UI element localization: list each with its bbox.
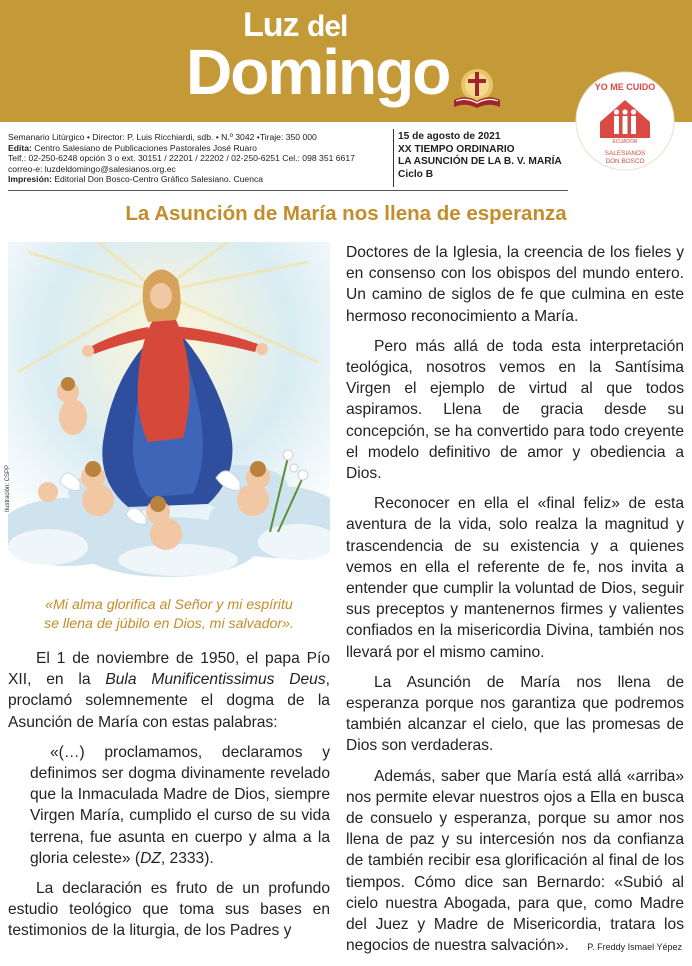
image-caption (8, 596, 330, 634)
impresion-label: Impresión: (8, 174, 52, 185)
quote-source: DZ (140, 849, 161, 867)
bula-title: Bula Munificentissimus Deus (105, 671, 326, 689)
masthead-line-2 (8, 143, 392, 154)
badge-country: ECUADOR (612, 139, 638, 145)
masthead-line-1: Semanario Litúrgico • Director: P. Luis Ricchiardi, sdb. • N.º 3042 •Tiraje: 350 000 (8, 132, 317, 142)
masthead-line-3: Telf.: 02-250-6248 opción 3 o ext. 30151 / 22201 / 22202 / 02-250-6251 Cel.: 098 351 6617 (8, 153, 355, 164)
logo-domingo: Domingo (186, 36, 450, 108)
caption-line-1: «Mi alma glorifica al Señor y mi espíritu (45, 597, 293, 613)
right-column (346, 242, 684, 966)
paragraph-7: Además, saber que María está allá «arriba» nos permite elevar nuestros ojos a Ella en busca de consuelo y esperanza, porque su amor nos llena de paz y su intercesión nos da confianza de también recibir esa glorificación al final de los tiempos. Cómo dice san Bernardo: «Subió al cielo nuestra Abogada, para que, como Madre del Juez y Madre de Misericordia, tratara los negocios de nuestra salvación». (346, 767, 684, 955)
edita-value: Centro Salesiano de Publicaciones Pastorales José Ruaro (31, 142, 257, 153)
assumption-illustration (8, 242, 330, 580)
paragraph-4: Pero más allá de toda esta interpretación teológica, nosotros vemos en la Santísima Virgen el ejemplo de virtud al que todos aspiramos. Llena de gracia desde su concepción, se ha convertido para todo creyente el modelo definitivo de amor y obediencia a Dios. (346, 337, 684, 483)
masthead-divider (393, 129, 394, 187)
masthead-rule (8, 190, 568, 191)
issue-date: 15 de agosto de 2021 (398, 131, 501, 142)
edita-label: Edita: (8, 142, 32, 153)
dogma-quote (30, 742, 330, 869)
paragraph-3-continued: Doctores de la Iglesia, la creencia de los fieles y en consenso con los obispos del mundo entero. Un camino de siglos de fe que culmina en este hermoso reconocimiento a María. (346, 244, 684, 325)
paragraph-1-text-b: , proclamó solemnemente el dogma de la Asunción de María con estas palabras: (8, 671, 330, 731)
masthead-line-4: correo-e: luzdeldomingo@salesianos.org.ec (8, 163, 176, 174)
liturgical-time: XX TIEMPO ORDINARIO (398, 143, 515, 155)
article-author: P. Freddy Ismael Yépez (587, 942, 682, 952)
logo-del: del (307, 10, 348, 43)
illustration-credit: Ilustración: CSPP (5, 464, 11, 512)
logo-luz: Luz (243, 6, 299, 44)
issue-info (398, 131, 562, 181)
feast-name: LA ASUNCIÓN DE LA B. V. MARÍA (398, 156, 562, 168)
badge-org-1: SALESIANOS (604, 150, 646, 157)
caption-line-2: se llena de júbilo en Dios, mi salvador». (44, 616, 294, 632)
masthead-line-5 (8, 174, 392, 185)
badge-title: YO ME CUIDO (594, 82, 656, 92)
impresion-value: Editorial Don Bosco-Centro Gráfico Salesiano. Cuenca (51, 174, 264, 185)
quote-text-a: «(…) proclamamos, declaramos y definimos ser dogma divinamente revelado que la Inmaculada Madre de Dios, siempre Virgen María, cumplido el curso de su vida terrena, fue asunta en cuerpo y alma a la gloria celeste» ( (30, 743, 330, 867)
badge-org-2: DON BOSCO (605, 158, 645, 165)
paragraph-5: Reconocer en ella el «final feliz» de esta aventura de la vida, solo realza la magnitud y trascendencia de su existencia y a quienes vemos en ella el referente de fe, nos invita a entender que cumplir la voluntad de Dios, seguir sus preceptos y mantenernos firmes y valientes confiados en la misericordia Divina, también nos llevará por el mismo camino. (346, 495, 684, 661)
paragraph-3: La declaración es fruto de un profundo estudio teológico que toma sus bases en testimonios de la liturgia, de los Padres y (8, 880, 330, 940)
masthead-credits (8, 132, 392, 185)
left-column (8, 648, 330, 951)
quote-text-b: , 2333). (160, 849, 214, 867)
article-title: La Asunción de María nos llena de esperanza (125, 202, 567, 225)
liturgical-cycle: Ciclo B (398, 168, 434, 180)
paragraph-1 (8, 648, 330, 733)
paragraph-1-text-a: El 1 de noviembre de 1950, el papa Pío XII, en la (8, 650, 330, 689)
bible-cross-icon (448, 60, 506, 118)
paragraph-6: La Asunción de María nos llena de esperanza porque nos garantiza que podremos también alcanzar el cielo, que las promesas de Dios son verdaderas. (346, 673, 684, 755)
